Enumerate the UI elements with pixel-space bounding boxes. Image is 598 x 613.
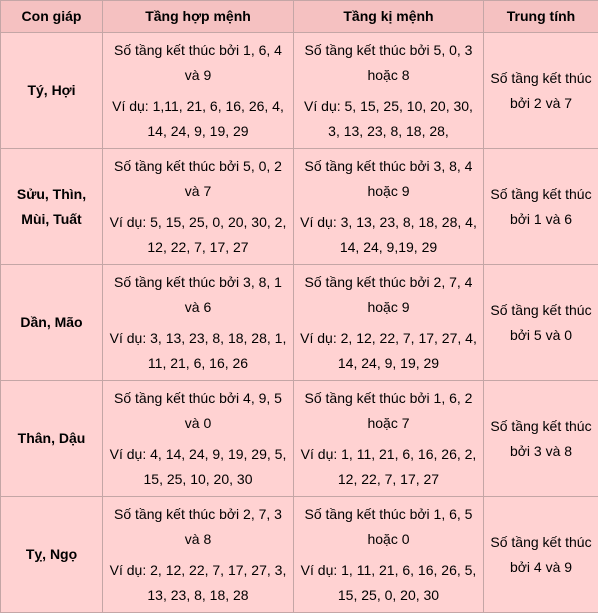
compatible-cell [103,381,294,497]
incompatible-rule: Số tầng kết thúc bởi 1, 6, 5 hoặc 0 [304,505,473,547]
compatible-example: Ví dụ: 3, 13, 23, 8, 18, 28, 1, 11, 21, 6, 16, 26 [109,329,287,371]
table-row [1,497,598,613]
table-body [1,33,598,613]
compatible-example: Ví dụ: 4, 14, 24, 9, 19, 29, 5, 15, 25, 10, 20, 30 [109,445,287,487]
incompatible-example: Ví dụ: 3, 13, 23, 8, 18, 28, 4, 14, 24, 9,19, 29 [300,213,477,255]
compatible-rule: Số tầng kết thúc bởi 3, 8, 1 và 6 [114,273,282,315]
incompatible-cell [294,33,484,149]
incompatible-example: Ví dụ: 1, 11, 21, 6, 16, 26, 5, 15, 25, 0, 20, 30 [300,561,477,603]
neutral-cell: Số tầng kết thúc bởi 5 và 0 [484,265,598,381]
table-row [1,381,598,497]
incompatible-cell [294,381,484,497]
incompatible-example: Ví dụ: 1, 11, 21, 6, 16, 26, 2, 12, 22, 7, 17, 27 [300,445,477,487]
incompatible-rule: Số tầng kết thúc bởi 1, 6, 2 hoặc 7 [304,389,473,431]
compatible-cell [103,265,294,381]
compatible-cell [103,149,294,265]
zodiac-cell: Thân, Dậu [1,381,103,497]
zodiac-cell: Tý, Hợi [1,33,103,149]
compatible-rule: Số tầng kết thúc bởi 4, 9, 5 và 0 [114,389,282,431]
compatible-cell [103,33,294,149]
zodiac-cell: Tỵ, Ngọ [1,497,103,613]
neutral-cell: Số tầng kết thúc bởi 4 và 9 [484,497,598,613]
header-incompatible-floor: Tầng kị mệnh [294,1,484,33]
table-row [1,149,598,265]
incompatible-example: Ví dụ: 5, 15, 25, 10, 20, 30, 3, 13, 23, 8, 18, 28, [304,97,473,139]
incompatible-cell [294,265,484,381]
neutral-cell: Số tầng kết thúc bởi 2 và 7 [484,33,598,149]
table-row [1,33,598,149]
neutral-cell: Số tầng kết thúc bởi 1 và 6 [484,149,598,265]
incompatible-cell [294,497,484,613]
header-compatible-floor: Tầng hợp mệnh [103,1,294,33]
compatible-example: Ví dụ: 2, 12, 22, 7, 17, 27, 3, 13, 23, 8, 18, 28 [109,561,287,603]
header-neutral: Trung tính [484,1,598,33]
neutral-cell: Số tầng kết thúc bởi 3 và 8 [484,381,598,497]
compatible-cell [103,497,294,613]
incompatible-cell [294,149,484,265]
compatible-rule: Số tầng kết thúc bởi 2, 7, 3 và 8 [114,505,282,547]
compatible-example: Ví dụ: 1,11, 21, 6, 16, 26, 4, 14, 24, 9, 19, 29 [112,97,284,139]
incompatible-rule: Số tầng kết thúc bởi 3, 8, 4 hoặc 9 [304,157,473,199]
zodiac-cell: Sửu, Thìn, Mùi, Tuất [1,149,103,265]
zodiac-cell: Dần, Mão [1,265,103,381]
header-row [1,1,598,33]
table-header [1,1,598,33]
compatible-rule: Số tầng kết thúc bởi 5, 0, 2 và 7 [114,157,282,199]
incompatible-example: Ví dụ: 2, 12, 22, 7, 17, 27, 4, 14, 24, 9, 19, 29 [300,329,477,371]
compatible-example: Ví dụ: 5, 15, 25, 0, 20, 30, 2, 12, 22, 7, 17, 27 [109,213,287,255]
incompatible-rule: Số tầng kết thúc bởi 2, 7, 4 hoặc 9 [304,273,473,315]
compatible-rule: Số tầng kết thúc bởi 1, 6, 4 và 9 [114,41,282,83]
incompatible-rule: Số tầng kết thúc bởi 5, 0, 3 hoặc 8 [304,41,473,83]
table-row [1,265,598,381]
header-zodiac: Con giáp [1,1,103,33]
